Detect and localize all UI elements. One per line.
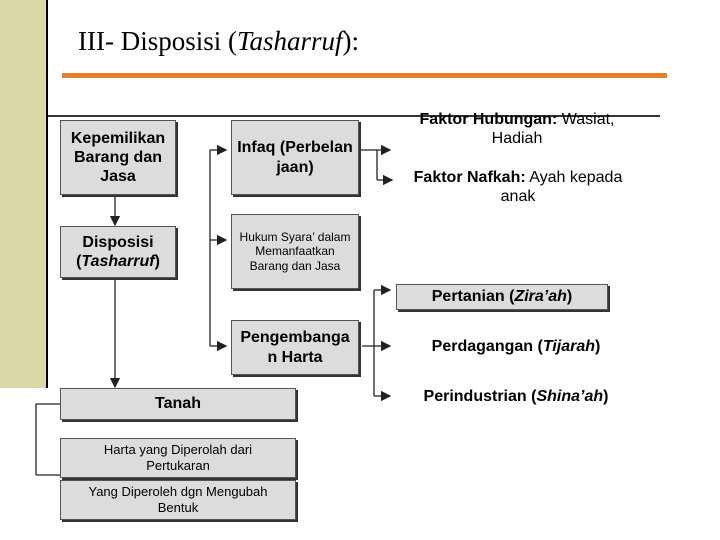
- perindustrian-end: ): [603, 388, 609, 405]
- hubungan-bold: Faktor Hubungan:: [419, 111, 558, 128]
- perindustrian-label: [396, 387, 636, 406]
- nafkah-bold: Faktor Nafkah:: [413, 169, 526, 186]
- pertanian-italic: Zira’ah: [514, 288, 567, 306]
- hukum-syara-label: Hukum Syara’ dalam Memanfaatkan Barang dan Jasa: [239, 229, 351, 273]
- title-suffix: ):: [342, 26, 360, 56]
- pengembangan-label: Pengembangan Harta: [240, 329, 350, 366]
- disposisi-label: [61, 233, 175, 271]
- harta-pertukaran-box: [60, 438, 296, 478]
- disposisi-suffix: ): [154, 253, 160, 270]
- disposisi-italic: Tasharruf: [81, 253, 155, 270]
- infaq-label: Infaq (Perbelanjaan): [237, 139, 353, 176]
- perdagangan-bold: Perdagangan (: [431, 338, 543, 355]
- pengembangan-box: [231, 320, 359, 375]
- disposisi-prefix: Disposisi (: [76, 233, 154, 270]
- pertanian-end: ): [566, 288, 573, 306]
- title-prefix: III- Disposisi (: [78, 26, 237, 56]
- perindustrian-italic: Shina’ah: [536, 388, 604, 405]
- nafkah-text: Ayah kepada anak: [500, 169, 623, 206]
- tanah-label: Tanah: [155, 395, 201, 413]
- faktor-hubungan-label: [394, 110, 640, 148]
- kepemilikan-label: Kepemilikan Barang dan Jasa: [70, 129, 166, 186]
- perdagangan-italic: Tijarah: [542, 338, 595, 355]
- perdagangan-label: [396, 337, 636, 356]
- perdagangan-end: ): [594, 338, 601, 355]
- tanah-box: [60, 388, 296, 420]
- harta-mengubah-label: Yang Diperoleh dgn Mengubah Bentuk: [88, 484, 268, 515]
- faktor-nafkah-label: [400, 168, 636, 206]
- kepemilikan-box: [60, 120, 176, 195]
- hubungan-text: Wasiat, Hadiah: [491, 111, 615, 148]
- hukum-syara-box: [231, 214, 359, 289]
- perindustrian-bold: Perindustrian (: [423, 388, 537, 405]
- harta-mengubah-box: [60, 480, 296, 520]
- harta-pertukaran-label: Harta yang Diperolah dari Pertukaran: [103, 442, 253, 473]
- disposisi-box: [60, 226, 176, 278]
- title-italic: Tasharruf: [236, 26, 343, 56]
- pertanian-box: [396, 284, 608, 310]
- pertanian-label: [432, 287, 572, 306]
- infaq-box: [231, 120, 359, 195]
- pertanian-bold: Pertanian (: [431, 288, 515, 306]
